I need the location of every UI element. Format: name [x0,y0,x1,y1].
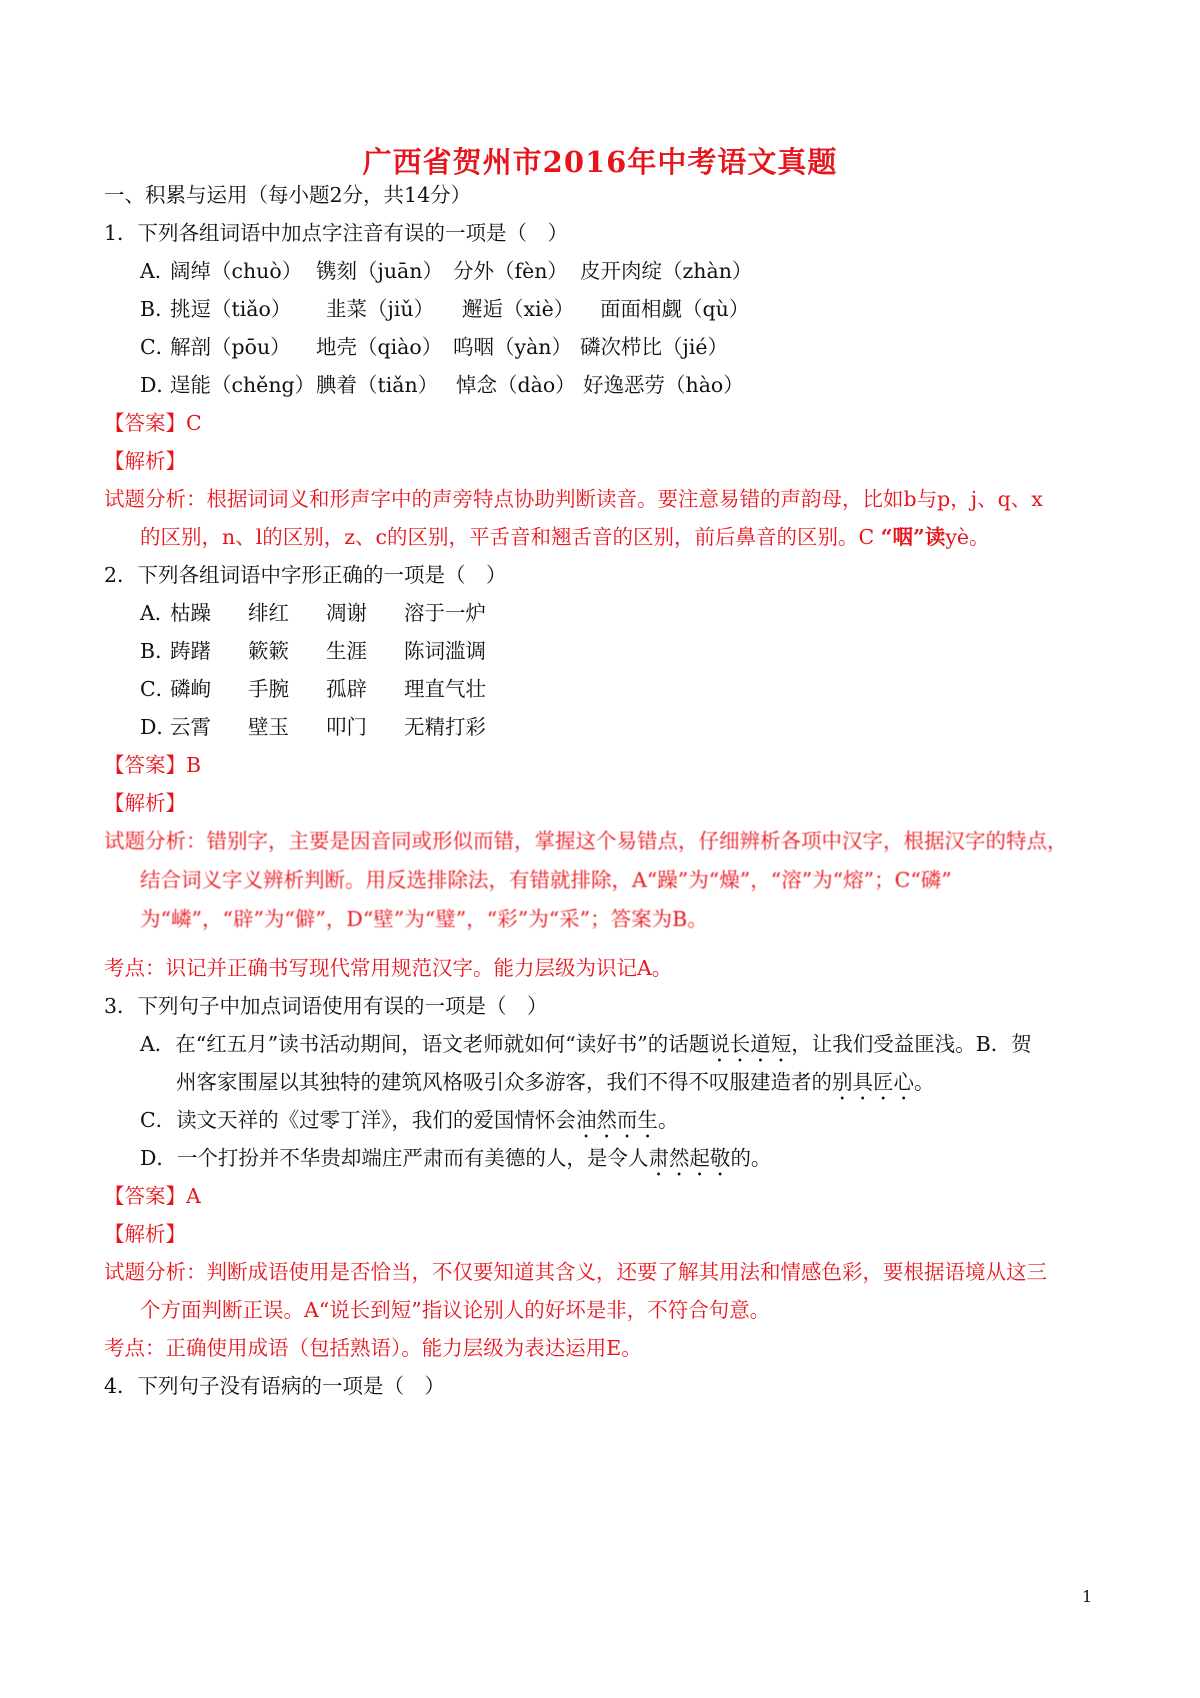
option-item: 磷峋 [170,677,211,701]
option-item: 溶于一炉 [404,601,486,625]
option-item: 簌簌 [248,639,289,663]
option-item: 阔绰（chuò） [170,259,303,283]
page-title: 广西省贺州市2016年中考语文真题 [362,145,838,179]
section-heading: 一、积累与运用（每小题2分，共14分） [104,183,472,207]
option-label: D． [140,715,177,739]
option-text: 。 [657,1108,679,1132]
option-text: 州客家围屋以其独特的建筑风格吸引众多游客，我们不得不叹服建造者的 [176,1070,832,1094]
question-3-stem: 3．下列句子中加点词语使用有误的一项是（ ） [104,994,548,1018]
option-d-text [140,1144,771,1181]
analysis-label: 【解析】 [104,449,186,473]
answer-label: 【答案】C [104,411,202,435]
analysis-label: 【解析】 [104,791,186,815]
option-item: 无精打彩 [404,715,486,739]
option-item: 孤辟 [326,677,367,701]
option-item: 手腕 [248,677,289,701]
option-item: 凋谢 [326,601,367,625]
analysis-text: 试题分析：根据词词义和形声字中的声旁特点协助判断读音。要注意易错的声韵母，比如b与p，j、q、x [104,487,1043,511]
option-item: 皮开肉绽（zhàn） [580,259,753,283]
answer-label: 【答案】B [104,753,202,777]
analysis-text: 个方面判断正误。A“说长到短”指议论别人的好坏是非，不符合句意。 [140,1298,771,1322]
analysis-text-part: yè。 [945,525,990,549]
option-item: 叩门 [326,715,367,739]
option-b-text [176,1068,935,1105]
option-item: 地壳（qiào） [316,335,443,359]
analysis-text-part: 的区别，n、l的区别，z、c的区别，平舌音和翘舌音的区别，前后鼻音的区别。C [140,525,881,549]
answer-label: 【答案】A [104,1184,201,1208]
option-text: 的。 [730,1146,772,1170]
dotted-phrase: 油然而生 [575,1108,658,1132]
option-item: 呜咽（yàn） [453,335,573,359]
option-item: 挑逗（tiǎo） [170,297,292,321]
option-label: B． [140,639,176,663]
option-item: 镌刻（juān） [316,259,443,283]
option-item: 逞能（chěng） [170,373,316,397]
option-item: 枯躁 [170,601,211,625]
option-item: 理直气壮 [404,677,486,701]
analysis-text: 结合词义字义辨析判断。用反选排除法，有错就排除，A“躁”为“燥”，“溶”为“熔”；C“磷” [140,868,952,892]
option-item: 生涯 [326,639,367,663]
option-item: 壁玉 [248,715,289,739]
option-label: A． [140,601,176,625]
option-item: 腆着（tiǎn） [316,373,439,397]
option-item: 解剖（pōu） [170,335,291,359]
option-c-text [140,1106,678,1143]
option-text: C．读文天祥的《过零丁洋》，我们的爱国情怀会 [140,1108,576,1132]
option-item: 陈词滥调 [404,639,486,663]
analysis-emphasis: “咽”读 [880,525,946,549]
analysis-text [140,523,990,551]
option-label: D． [140,373,177,397]
option-item: 面面相觑（qù） [600,297,750,321]
option-item: 踌躇 [170,639,211,663]
dotted-phrase: 别具匠心 [832,1070,914,1094]
option-item: 云霄 [170,715,211,739]
option-label: A． [140,259,176,283]
option-item: 悼念（dào） [456,373,576,397]
option-item: 韭菜（jiǔ） [326,297,435,321]
kaodian-text: 考点：识记并正确书写现代常用规范汉字。能力层级为识记A。 [104,956,673,980]
option-label: C． [140,677,177,701]
option-item: 邂逅（xiè） [462,297,575,321]
analysis-text: 试题分析：判断成语使用是否恰当，不仅要知道其含义，还要了解其用法和情感色彩，要根据语境从这三 [104,1260,1047,1284]
dotted-phrase: 说长道短 [709,1032,792,1056]
option-text: A．在“红五月”读书活动期间，语文老师就如何“读好书”的话题 [140,1032,710,1056]
option-a-text [140,1030,1032,1067]
analysis-text: 试题分析：错别字，主要是因音同或形似而错，掌握这个易错点，仔细辨析各项中汉字，根据汉字的特点， [104,829,1068,853]
option-item: 绯红 [248,601,289,625]
option-item: 好逸恶劳（hào） [583,373,744,397]
dotted-phrase: 肃然起敬 [648,1146,731,1170]
page-number: 1 [1082,1587,1093,1606]
analysis-text: 为“嶙”，“辟”为“僻”，D“壁”为“璧”，“彩”为“采”；答案为B。 [140,907,708,931]
option-item: 分外（fèn） [453,259,568,283]
analysis-label: 【解析】 [104,1222,186,1246]
option-text: 。 [914,1070,935,1094]
question-2-stem: 2．下列各组词语中字形正确的一项是（ ） [104,563,507,587]
question-4-stem: 4．下列句子没有语病的一项是（ ） [104,1374,446,1398]
option-text: D．一个打扮并不华贵却端庄严肃而有美德的人，是令人 [140,1146,649,1170]
kaodian-text: 考点：正确使用成语（包括熟语）。能力层级为表达运用E。 [104,1336,642,1360]
option-label: C． [140,335,177,359]
option-item: 磷次栉比（jié） [580,335,729,359]
option-text: ，让我们受益匪浅。B．贺 [791,1032,1032,1056]
question-1-stem: 1．下列各组词语中加点字注音有误的一项是（ ） [104,221,569,245]
option-label: B． [140,297,176,321]
